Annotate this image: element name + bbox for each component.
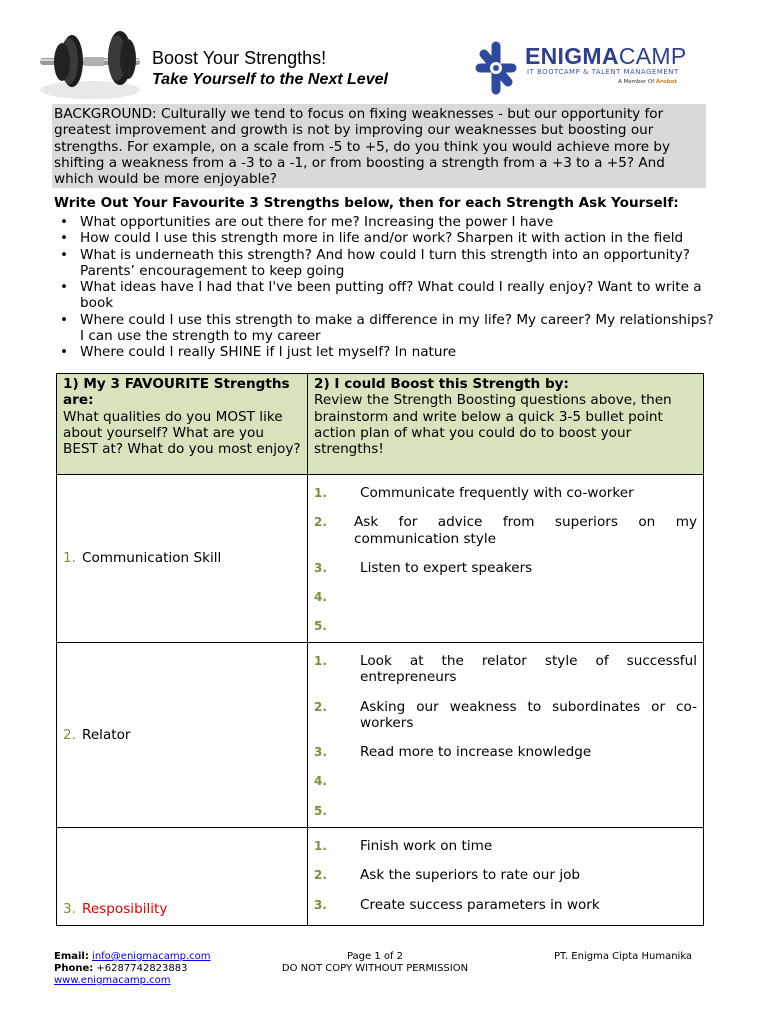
col1-heading: 1) My 3 FAVOURITE Strengths are: [63, 376, 290, 409]
footer-company: PT. Enigma Cipta Humanika [554, 951, 693, 962]
logo-tagline: IT BOOTCAMP & TALENT MANAGEMENT [527, 68, 679, 76]
phone-number: +6287742823883 [96, 963, 188, 974]
list-item: • What ideas have I had that I've been putting off? What could I really enjoy? Want to write a book [54, 279, 714, 312]
page-header [0, 0, 768, 105]
table-row [57, 828, 704, 926]
footer-page-info [280, 951, 470, 975]
plan-item: 1. Finish work on time [314, 838, 493, 854]
col2-header [308, 374, 704, 475]
page-number: Page 1 of 2 [346, 951, 404, 962]
list-item: • What opportunities are out there for me? Increasing the power I have [54, 214, 714, 230]
strength-number: 2. [63, 726, 76, 743]
list-item: • Where could I use this strength to make a difference in my life? My career? My relationships? I can use the strength to my career [54, 312, 714, 345]
plan-item: 1. Communicate frequently with co-worker [314, 485, 634, 501]
plan-item: 2. Ask the superiors to rate our job [314, 867, 581, 884]
instructions-heading: Write Out Your Favourite 3 Strengths below, then for each Strength Ask Yourself: [54, 195, 679, 211]
page-subtitle: Take Yourself to the Next Level [152, 71, 388, 88]
strength-cell [57, 475, 308, 643]
col1-header [57, 374, 308, 475]
strength-cell [57, 643, 308, 828]
background-box: BACKGROUND: Culturally we tend to focus on fixing weaknesses - but our opportunity for greatest improvement and growth is not by improving our weaknesses but boosting our strengths. For example, on a scale from -5 to +5, do you think you would achieve more by shifting a weakness from a -3 to a -1, or from boosting a strength from a +3 to a +5? And which would be more enjoyable? [52, 104, 706, 188]
email-link[interactable]: info@enigmacamp.com [92, 951, 211, 962]
logo-member: A Member Of Arobot [618, 79, 677, 85]
strength-name: Resposibility [81, 900, 168, 917]
logo-wordmark: ENIGMACAMP [525, 43, 687, 69]
plan-list [314, 653, 697, 819]
plan-item: 2. Ask for advice from superiors on my communication style [314, 514, 697, 547]
copy-notice: DO NOT COPY WITHOUT PERMISSION [281, 963, 469, 974]
dumbbell-icon [36, 18, 144, 100]
strength-number: 1. [63, 550, 76, 567]
plan-list [314, 838, 697, 913]
plan-item: 3. Listen to expert speakers [314, 559, 533, 576]
list-item: • Where could I really SHINE if I just let myself? In nature [54, 344, 714, 360]
table-row [57, 643, 704, 828]
strength-name: Communication Skill [81, 550, 222, 567]
plan-item: 2. Asking our weakness to subordinates or co-workers [314, 698, 697, 731]
col1-description: What qualities do you MOST like about yourself? What are you BEST at? What do you most enjoy? [63, 408, 301, 458]
plan-cell [308, 475, 704, 643]
website-link[interactable]: www.enigmacamp.com [54, 975, 171, 986]
plan-item: 5. [314, 803, 327, 818]
strengths-table [56, 373, 704, 926]
enigmacamp-logo-icon [470, 40, 522, 96]
strength-number: 3. [63, 900, 76, 917]
strength-cell [57, 828, 308, 926]
plan-cell [308, 828, 704, 926]
plan-item: 4. [314, 774, 327, 789]
plan-list [314, 485, 697, 635]
table-header-row [57, 374, 704, 475]
plan-cell [308, 643, 704, 828]
table-row [57, 475, 704, 643]
plan-item: 4. [314, 590, 327, 605]
list-item: • How could I use this strength more in life and/or work? Sharpen it with action in the field [54, 230, 714, 246]
footer-contact: Email: info@enigmacamp.com Phone: +6287742823883 www.enigmacamp.com [54, 951, 211, 986]
plan-item: 5. [314, 619, 327, 634]
list-item: • What is underneath this strength? And how could I turn this strength into an opportunity? Parents’ encouragement to keep going [54, 247, 714, 280]
question-list [54, 214, 714, 361]
col2-description: Review the Strength Boosting questions above, then brainstorm and write below a quick 3-5 bullet point action plan of what you could do to boost your strengths! [314, 392, 672, 458]
plan-item: 3. Create success parameters in work [314, 896, 600, 913]
page-title: Boost Your Strengths! [152, 48, 327, 68]
plan-item: 1. Look at the relator style of successful entrepreneurs [314, 653, 697, 686]
plan-item: 3. Read more to increase knowledge [314, 744, 592, 761]
strength-name: Relator [81, 726, 131, 743]
col2-heading: 2) I could Boost this Strength by: [314, 376, 569, 392]
enigmacamp-logo [470, 40, 695, 98]
